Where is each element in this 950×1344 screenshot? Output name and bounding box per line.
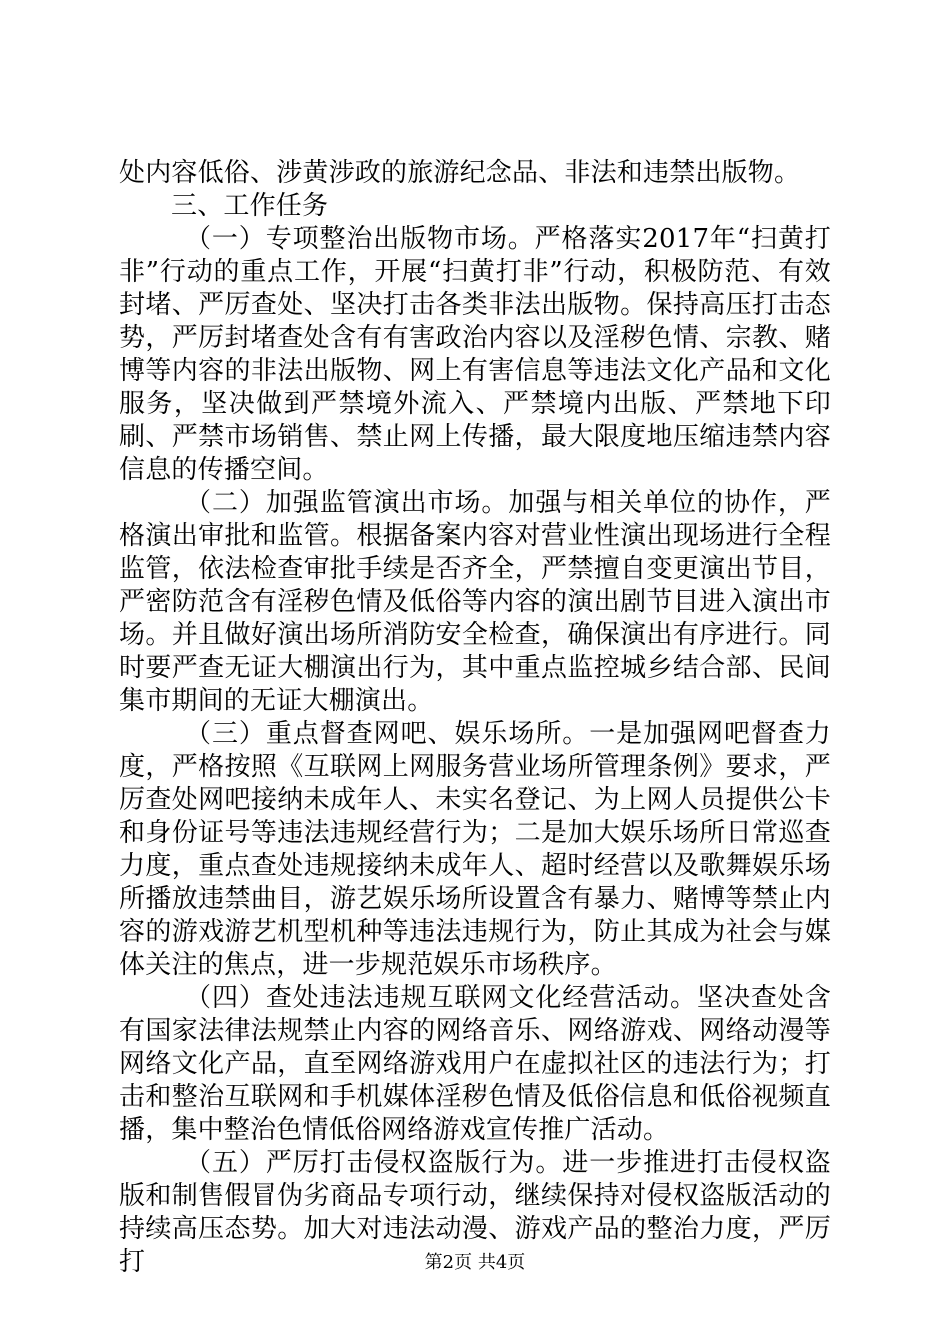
paragraph-task-2: （二）加强监管演出市场。加强与相关单位的协作，严格演出审批和监管。根据备案内容对营业性演出现场进行全程监管，依法检查审批手续是否齐全，严禁擅自变更演出节目，严密防范含有淫秽色情及低俗等内容的演出剧节目进入演出市场。并且做好演出场所消防安全检查，确保演出有序进行。同时要严查无证大棚演出行为，其中重点监控城乡结合部、民间集市期间的无证大棚演出。 <box>119 488 831 716</box>
page-number-label: 第2页 共4页 <box>424 1252 526 1273</box>
paragraph-task-5: （五）严厉打击侵权盗版行为。进一步推进打击侵权盗版和制售假冒伪劣商品专项行动，继续保持对侵权盗版活动的持续高压态势。加大对违法动漫、游戏产品的整治力度，严厉打 <box>119 1148 831 1277</box>
section-heading: 三、工作任务 <box>171 191 329 221</box>
document-body <box>119 157 831 1279</box>
paragraph-task-3: （三）重点督查网吧、娱乐场所。一是加强网吧督查力度，严格按照《互联网上网服务营业场所管理条例》要求，严厉查处网吧接纳未成年人、未实名登记、为上网人员提供公卡和身份证号等违法违规经营行为；二是加大娱乐场所日常巡查力度，重点查处违规接纳未成年人、超时经营以及歌舞娱乐场所播放违禁曲目，游艺娱乐场所设置含有暴力、赌博等禁止内容的游戏游艺机型机种等违法违规行为，防止其成为社会与媒体关注的焦点，进一步规范娱乐市场秩序。 <box>119 719 831 980</box>
paragraph-task-1: （一）专项整治出版物市场。严格落实2017年“扫黄打非”行动的重点工作，开展“扫黄打非”行动，积极防范、有效封堵、严厉查处、坚决打击各类非法出版物。保持高压打击态势，严厉封堵查处含有有害政治内容以及淫秽色情、宗教、赌博等内容的非法出版物、网上有害信息等违法文化产品和文化服务，坚决做到严禁境外流入、严禁境内出版、严禁地下印刷、严禁市场销售、禁止网上传播，最大限度地压缩违禁内容信息的传播空间。 <box>119 224 831 485</box>
paragraph-task-4: （四）查处违法违规互联网文化经营活动。坚决查处含有国家法律法规禁止内容的网络音乐、网络游戏、网络动漫等网络文化产品，直至网络游戏用户在虚拟社区的违法行为；打击和整治互联网和手机媒体淫秽色情及低俗信息和低俗视频直播，集中整治色情低俗网络游戏宣传推广活动。 <box>119 983 831 1145</box>
paragraph-continuation: 处内容低俗、涉黄涉政的旅游纪念品、非法和违禁出版物。 <box>119 158 801 188</box>
page-footer <box>0 1248 950 1274</box>
